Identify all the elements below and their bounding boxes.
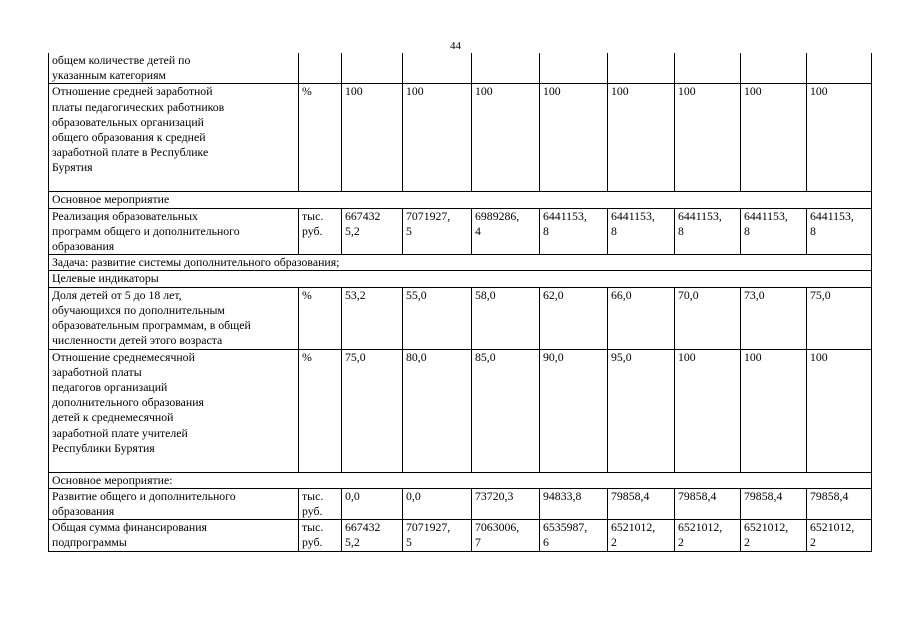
value-cell: 100 xyxy=(741,84,807,192)
value-cell: 100 xyxy=(807,349,872,472)
table-row xyxy=(49,472,872,488)
unit-cell: % xyxy=(299,84,342,192)
value-cell xyxy=(472,53,540,84)
value-cell: 100 xyxy=(540,84,608,192)
section-heading-cell: Целевые индикаторы xyxy=(49,271,872,287)
value-cell: 7071927, 5 xyxy=(403,520,472,551)
value-cell: 6441153, 8 xyxy=(675,208,741,255)
value-cell xyxy=(403,53,472,84)
value-cell: 79858,4 xyxy=(608,488,675,519)
value-cell: 100 xyxy=(675,349,741,472)
table-row xyxy=(49,271,872,287)
value-cell: 75,0 xyxy=(807,287,872,349)
value-cell: 6535987, 6 xyxy=(540,520,608,551)
indicator-name-cell: Отношение средней заработной платы педагогических работников образовательных организаций общего образования к средней заработной плате в Республике Бурятия xyxy=(49,84,299,192)
value-cell: 100 xyxy=(741,349,807,472)
value-cell xyxy=(540,53,608,84)
table-row xyxy=(49,287,872,349)
indicator-name-cell: Общая сумма финансирования подпрограммы xyxy=(49,520,299,551)
value-cell: 100 xyxy=(608,84,675,192)
value-cell: 7063006, 7 xyxy=(472,520,540,551)
table-row xyxy=(49,488,872,519)
value-cell: 58,0 xyxy=(472,287,540,349)
value-cell: 75,0 xyxy=(342,349,403,472)
value-cell: 7071927, 5 xyxy=(403,208,472,255)
value-cell: 79858,4 xyxy=(807,488,872,519)
value-cell xyxy=(342,53,403,84)
table-row xyxy=(49,53,872,84)
value-cell: 73,0 xyxy=(741,287,807,349)
value-cell xyxy=(675,53,741,84)
value-cell: 6989286, 4 xyxy=(472,208,540,255)
value-cell: 100 xyxy=(342,84,403,192)
indicator-name-cell: Отношение среднемесячной заработной платы педагогов организаций дополнительного образования детей к среднемесячной заработной плате учителей Республики Бурятия xyxy=(49,349,299,472)
value-cell: 6521012, 2 xyxy=(608,520,675,551)
table-body xyxy=(49,53,872,551)
table-row xyxy=(49,349,872,472)
section-heading-cell: Задача: развитие системы дополнительного образования; xyxy=(49,255,872,271)
value-cell: 100 xyxy=(403,84,472,192)
unit-cell: тыс. руб. xyxy=(299,208,342,255)
value-cell: 94833,8 xyxy=(540,488,608,519)
value-cell: 85,0 xyxy=(472,349,540,472)
indicator-name-cell: Реализация образовательных программ общего и дополнительного образования xyxy=(49,208,299,255)
unit-cell: % xyxy=(299,349,342,472)
indicator-name-cell: Развитие общего и дополнительного образования xyxy=(49,488,299,519)
unit-cell: тыс. руб. xyxy=(299,520,342,551)
unit-cell: % xyxy=(299,287,342,349)
table-row xyxy=(49,208,872,255)
value-cell: 6521012, 2 xyxy=(675,520,741,551)
value-cell: 90,0 xyxy=(540,349,608,472)
table-row xyxy=(49,520,872,551)
indicator-name-cell: Доля детей от 5 до 18 лет, обучающихся по дополнительным образовательным программам, в общей численности детей этого возраста xyxy=(49,287,299,349)
value-cell: 70,0 xyxy=(675,287,741,349)
page-number: 44 xyxy=(450,40,461,52)
value-cell: 667432 5,2 xyxy=(342,520,403,551)
value-cell: 0,0 xyxy=(342,488,403,519)
value-cell: 53,2 xyxy=(342,287,403,349)
value-cell: 66,0 xyxy=(608,287,675,349)
value-cell: 6521012, 2 xyxy=(807,520,872,551)
value-cell: 73720,3 xyxy=(472,488,540,519)
value-cell: 80,0 xyxy=(403,349,472,472)
unit-cell xyxy=(299,53,342,84)
unit-cell: тыс. руб. xyxy=(299,488,342,519)
section-heading-cell: Основное мероприятие: xyxy=(49,472,872,488)
value-cell: 6441153, 8 xyxy=(741,208,807,255)
value-cell: 100 xyxy=(472,84,540,192)
indicators-table xyxy=(48,53,872,552)
value-cell: 79858,4 xyxy=(741,488,807,519)
value-cell: 667432 5,2 xyxy=(342,208,403,255)
value-cell: 6521012, 2 xyxy=(741,520,807,551)
value-cell xyxy=(741,53,807,84)
value-cell xyxy=(807,53,872,84)
section-heading-cell: Основное мероприятие xyxy=(49,192,872,208)
value-cell: 100 xyxy=(675,84,741,192)
value-cell xyxy=(608,53,675,84)
value-cell: 100 xyxy=(807,84,872,192)
value-cell: 62,0 xyxy=(540,287,608,349)
value-cell: 6441153, 8 xyxy=(807,208,872,255)
value-cell: 0,0 xyxy=(403,488,472,519)
value-cell: 6441153, 8 xyxy=(540,208,608,255)
value-cell: 79858,4 xyxy=(675,488,741,519)
table-row xyxy=(49,84,872,192)
value-cell: 95,0 xyxy=(608,349,675,472)
table-row xyxy=(49,192,872,208)
table-row xyxy=(49,255,872,271)
indicator-name-cell: общем количестве детей по указанным категориям xyxy=(49,53,299,84)
value-cell: 55,0 xyxy=(403,287,472,349)
value-cell: 6441153, 8 xyxy=(608,208,675,255)
